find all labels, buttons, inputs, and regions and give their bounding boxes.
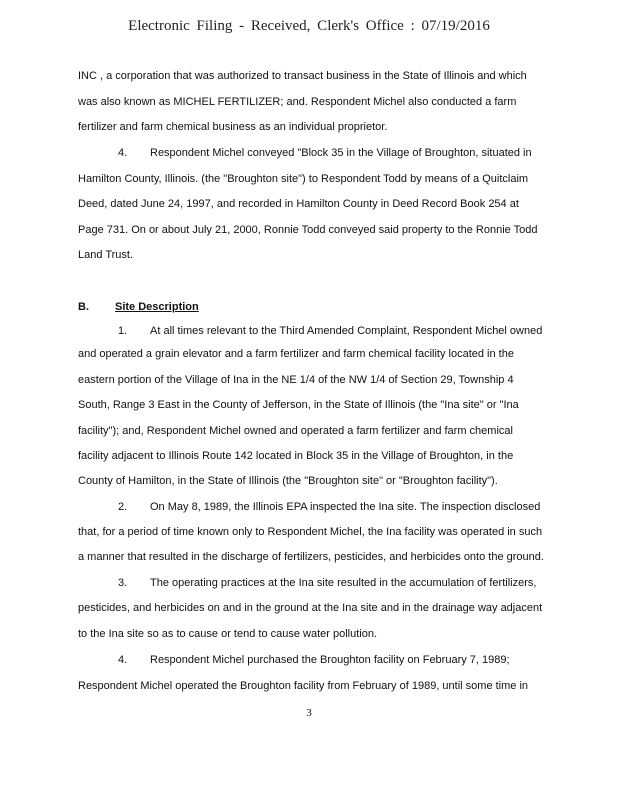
section-letter: B. [78,301,89,313]
text-line: Respondent Michel purchased the Broughton facility on February 7, 1989; [150,654,510,666]
text-line: Hamilton County, Illinois. (the "Broughton site") to Respondent Todd by means of a Quitclaim [78,173,529,185]
text-line: was also known as MICHEL FERTILIZER; and. Respondent Michel also conducted a farm [78,96,517,108]
text-line: facility"); and, Respondent Michel owned and operated a farm fertilizer and farm chemical [78,425,513,437]
text-line: a manner that resulted in the discharge of fertilizers, pesticides, and herbicides onto the ground. [78,551,544,563]
text-line: County of Hamilton, in the State of Illinois (the "Broughton site" or "Broughton facility"). [78,475,498,487]
text-line: At all times relevant to the Third Amended Complaint, Respondent Michel owned [150,325,543,337]
text-line: pesticides, and herbicides on and in the ground at the Ina site and in the drainage way adjacent [78,602,543,614]
text-line: to the Ina site so as to cause or tend to cause water pollution. [78,628,378,640]
text-line: that, for a period of time known only to Respondent Michel, the Ina facility was operated in such [78,526,543,538]
text-line: On May 8, 1989, the Illinois EPA inspected the Ina site. The inspection disclosed [150,501,541,513]
filing-stamp-header: Electronic Filing - Received, Clerk's Office : 07/19/2016 [128,18,490,34]
text-line: fertilizer and farm chemical business as an individual proprietor. [78,121,388,133]
text-line: Page 731. On or about July 21, 2000, Ronnie Todd conveyed said property to the Ronnie Todd [78,224,538,236]
text-line: eastern portion of the Village of Ina in the NE 1/4 of the NW 1/4 of Section 29, Township 4 [78,374,514,386]
paragraph-number: 4. [118,147,128,159]
paragraph-number: 3. [118,577,128,589]
text-line: and operated a grain elevator and a farm fertilizer and farm chemical facility located in the [78,348,514,360]
page-number: 3 [306,707,312,719]
text-line: INC , a corporation that was authorized to transact business in the State of Illinois and which [78,70,527,82]
paragraph-number: 1. [118,325,128,337]
text-line: Deed, dated June 24, 1997, and recorded in Hamilton County in Deed Record Book 254 at [78,198,519,210]
text-line: Respondent Michel conveyed "Block 35 in the Village of Broughton, situated in [150,147,532,159]
text-line: facility adjacent to Illinois Route 142 located in Block 35 in the Village of Broughton, in the [78,450,514,462]
text-line: Respondent Michel operated the Broughton facility from February of 1989, until some time in [78,680,529,692]
text-line: South, Range 3 East in the County of Jefferson, in the State of Illinois (the "Ina site" or "Ina [78,399,519,411]
paragraph-number: 4. [118,654,128,666]
text-line: The operating practices at the Ina site resulted in the accumulation of fertilizers, [150,577,537,589]
paragraph-number: 2. [118,501,128,513]
section-title: Site Description [115,301,199,313]
text-line: Land Trust. [78,249,134,261]
